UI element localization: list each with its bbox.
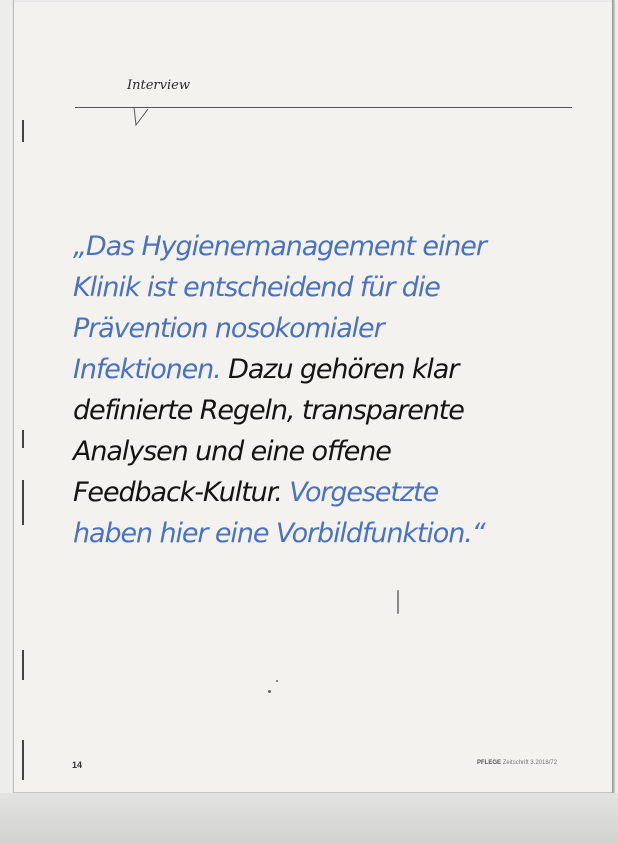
quote-line [73, 267, 533, 308]
page-shadow [612, 0, 615, 800]
quote-line [73, 349, 533, 390]
page-edge [13, 0, 14, 843]
quote-text: Dazu gehören klar [228, 354, 459, 385]
quote-text: Analysen und eine offene [73, 436, 391, 467]
journal-suffix: Zeitschrift [502, 760, 529, 766]
quote-line [73, 226, 533, 267]
quote-line [73, 513, 533, 554]
quote-text: Klinik ist entscheidend für die [73, 272, 440, 303]
quote-line [73, 472, 533, 513]
quote-line [73, 308, 533, 349]
quote-text: Feedback-Kultur. [73, 477, 290, 508]
journal-issue: 3.2018/72 [530, 760, 558, 766]
quote-text: „Das Hygienemanagement einer [73, 231, 486, 262]
scan-speck [397, 590, 399, 614]
header-pointer-icon [130, 107, 152, 127]
quote-text: Prävention nosokomialer [73, 313, 384, 344]
scan-speck [276, 680, 278, 682]
quote-text: Vorgesetzte [289, 477, 438, 508]
margin-mark [22, 430, 24, 448]
margin-mark [22, 650, 24, 680]
section-label: Interview [127, 78, 190, 93]
quote-text: haben hier eine Vorbildfunktion.“ [73, 518, 485, 549]
journal-name: PFLEGE [477, 760, 502, 766]
page-number: 14 [72, 760, 83, 770]
quote-text: Infektionen. [73, 354, 229, 385]
margin-mark [22, 120, 24, 142]
margin-mark [22, 740, 24, 780]
quote-text: definierte Regeln, transparente [73, 395, 464, 426]
journal-footer [477, 760, 557, 766]
quote-line [73, 431, 533, 472]
scan-speck [268, 690, 271, 693]
pull-quote [73, 226, 533, 554]
quote-line [73, 390, 533, 431]
scan-bottom-margin [0, 793, 618, 843]
margin-mark [22, 480, 24, 525]
